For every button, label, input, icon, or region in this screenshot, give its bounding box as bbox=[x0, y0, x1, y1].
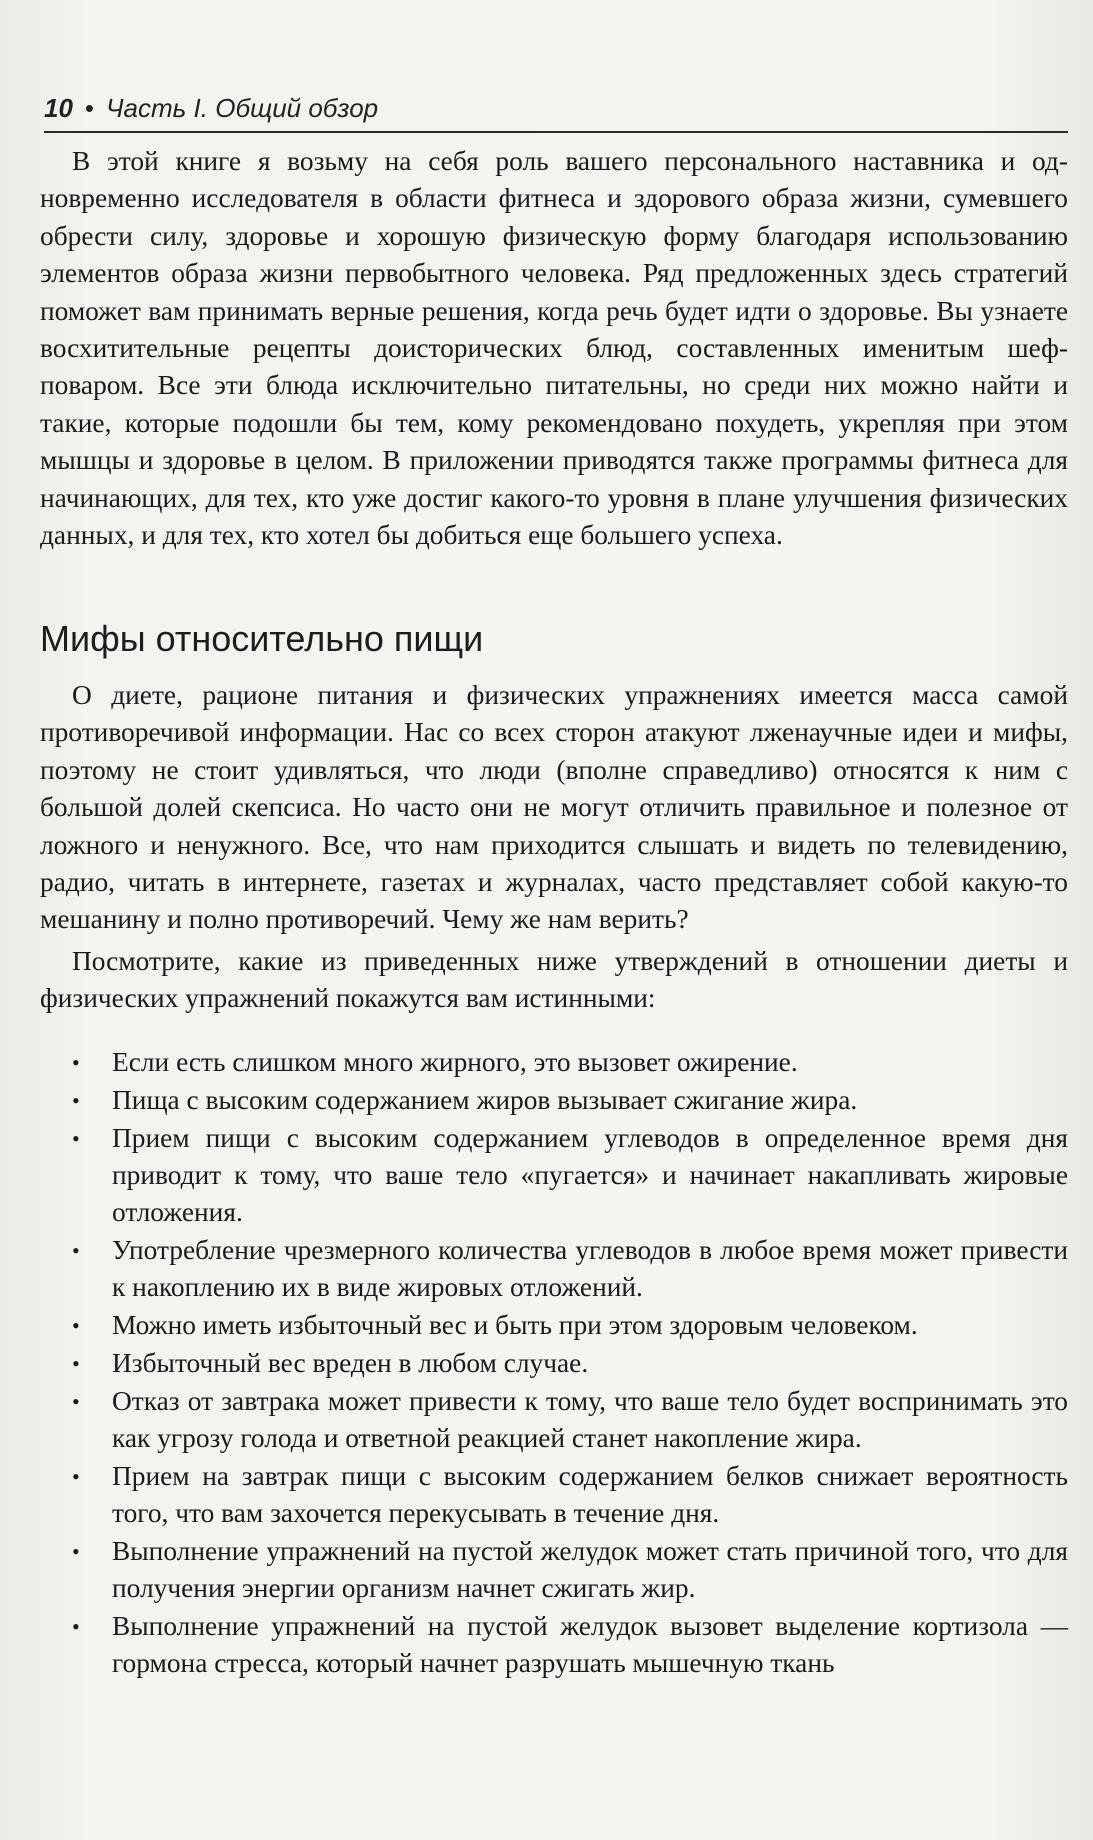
bullet-icon: • bbox=[72, 1389, 80, 1414]
bullet-icon: • bbox=[72, 1313, 80, 1338]
list-item bbox=[40, 1082, 1068, 1119]
intro-text bbox=[40, 143, 1068, 554]
intro-paragraph: В этой книге я возьму на себя роль вашего персонального наставника и одновременно исследователя в области фитнеса и здорового образа жизни, сумевшего обрести силу, здоровье и хорошую физическую форму благодаря использованию элементов образа жизни первобытного человека. Ряд предложенных здесь стратегий поможет вам принимать верные решения, когда речь будет идти о здоровье. Вы узнаете восхитительные рецепты доисторических блюд, составленных именитым шеф-поваром. Все эти блюда исключительно питательны, но среди них можно найти и такие, которые подошли бы тем, кому рекомендовано похудеть, укрепляя при этом мышцы и здоровье в целом. В приложении приводятся также программы фитнеса для начинающих, для тех, кто уже достиг какого-то уровня в плане улучшения физических данных, и для тех, кто хотел бы добиться еще большего успеха. bbox=[40, 146, 1068, 551]
header-separator: • bbox=[84, 93, 95, 123]
statement-text: Отказ от завтрака может привести к тому, что ваше тело будет воспринимать это как угрозу голода и ответной реакцией станет накопление жира. bbox=[112, 1386, 1068, 1453]
list-item bbox=[40, 1307, 1068, 1344]
myths-paragraph-1: О диете, рационе питания и физических упражнениях имеется масса самой противоречивой информации. Нас со всех сторон атакуют лженаучные идеи и мифы, поэтому не стоит удивляться, что люди (вполне справедливо) относятся к ним с большой долей скепсиса. Но часто они не могут отличить правильное и полезное от ложного и ненужного. Все, что нам приходится слышать и видеть по телевидению, радио, читать в интернете, газетах и журналах, часто представляет собой какую-то мешанину и полно противоречий. Чему же нам верить? bbox=[40, 680, 1068, 935]
statement-text: Выполнение упражнений на пустой желудок вызовет выделение кортизола — гормона стресса, который начнет разрушать мышечную ткань bbox=[112, 1611, 1068, 1678]
bullet-icon: • bbox=[72, 1126, 80, 1151]
bullet-icon: • bbox=[72, 1238, 80, 1263]
bullet-icon: • bbox=[72, 1464, 80, 1489]
page-number: 10 bbox=[44, 93, 73, 123]
list-item bbox=[40, 1383, 1068, 1457]
list-item bbox=[40, 1533, 1068, 1607]
list-item bbox=[40, 1458, 1068, 1532]
myths-paragraph-2: Посмотрите, какие из приведенных ниже утверждений в отношении диеты и физических упражнений покажутся вам истинными: bbox=[40, 945, 1068, 1014]
statement-text: Выполнение упражнений на пустой желудок может стать причиной того, что для получения энергии организм начнет сжигать жир. bbox=[112, 1536, 1068, 1603]
statement-text: Прием пищи с высоким содержанием углеводов в определенное время дня приводит к тому, что ваше тело «пугается» и начинает накапливать жировые отложения. bbox=[112, 1123, 1068, 1227]
statement-text: Избыточный вес вреден в любом случае. bbox=[112, 1348, 589, 1378]
statement-text: Пища с высоким содержанием жиров вызывает сжигание жира. bbox=[112, 1085, 858, 1115]
list-item bbox=[40, 1044, 1068, 1081]
statements-list bbox=[40, 1044, 1068, 1683]
myths-text bbox=[40, 677, 1068, 1018]
bullet-icon: • bbox=[72, 1088, 80, 1113]
statement-text: Можно иметь избыточный вес и быть при этом здоровым человеком. bbox=[112, 1310, 918, 1340]
list-item bbox=[40, 1120, 1068, 1231]
running-header bbox=[44, 93, 1068, 133]
bullet-icon: • bbox=[72, 1050, 80, 1075]
statement-text: Если есть слишком много жирного, это вызовет ожирение. bbox=[112, 1047, 798, 1077]
bullet-icon: • bbox=[72, 1614, 80, 1639]
list-item bbox=[40, 1345, 1068, 1382]
list-item bbox=[40, 1608, 1068, 1682]
section-name: Часть I. Общий обзор bbox=[106, 93, 379, 123]
bullet-icon: • bbox=[72, 1539, 80, 1564]
statement-text: Прием на завтрак пищи с высоким содержанием белков снижает вероятность того, что вам захочется перекусывать в течение дня. bbox=[112, 1461, 1068, 1528]
section-heading: Мифы относительно пищи bbox=[40, 618, 484, 659]
statement-text: Употребление чрезмерного количества углеводов в любое время может привести к накоплению их в виде жировых отложений. bbox=[112, 1235, 1068, 1302]
list-item bbox=[40, 1232, 1068, 1306]
bullet-icon: • bbox=[72, 1351, 80, 1376]
